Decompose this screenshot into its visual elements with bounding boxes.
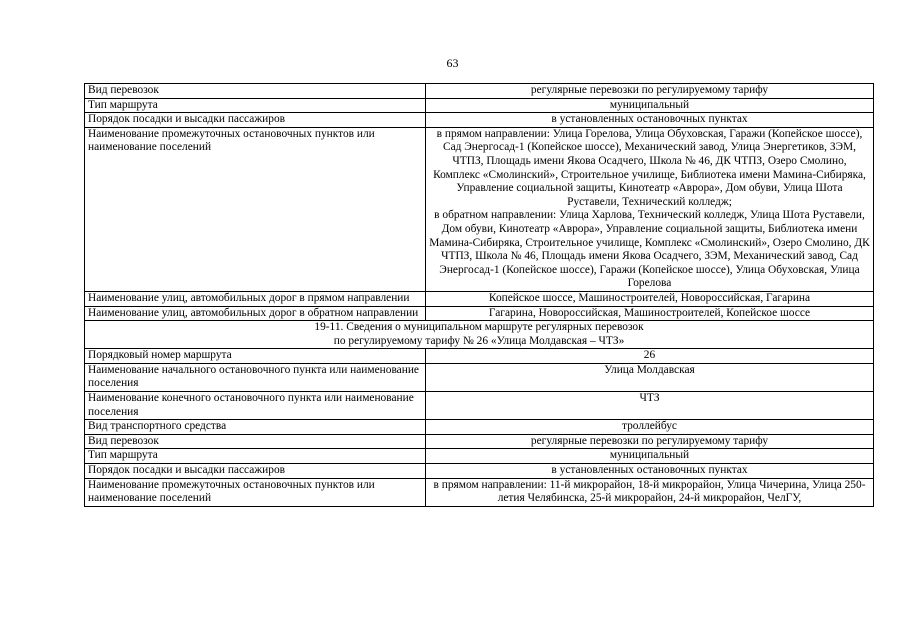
table-row (85, 434, 874, 449)
row-label: Вид перевозок (85, 434, 426, 449)
row-label: Тип маршрута (85, 449, 426, 464)
table-row (85, 98, 874, 113)
row-label: Порядок посадки и высадки пассажиров (85, 464, 426, 479)
row-value: в установленных остановочных пунктах (426, 464, 874, 479)
section-title-line-2: по регулируемому тарифу № 26 «Улица Молдавская – ЧТЗ» (333, 334, 625, 347)
row-value: в прямом направлении: 11-й микрорайон, 18-й микрорайон, Улица Чичерина, Улица 250-летия Челябинска, 25-й микрорайон, 24-й микрорайон, ЧелГУ, (426, 478, 874, 506)
table-row (85, 392, 874, 420)
section-header-row (85, 321, 874, 349)
table-row (85, 363, 874, 391)
row-value: Копейское шоссе, Машиностроителей, Новороссийская, Гагарина (426, 291, 874, 306)
table-row (85, 291, 874, 306)
table-row (85, 349, 874, 364)
table-row (85, 478, 874, 506)
row-value (426, 127, 874, 291)
section-header (85, 321, 874, 349)
row-value: 26 (426, 349, 874, 364)
table-row (85, 113, 874, 128)
table-row (85, 449, 874, 464)
row-label: Порядковый номер маршрута (85, 349, 426, 364)
row-label: Наименование улиц, автомобильных дорог в обратном направлении (85, 306, 426, 321)
row-label: Вид перевозок (85, 84, 426, 99)
row-value: Улица Молдавская (426, 363, 874, 391)
section-title-line-1: 19-11. Сведения о муниципальном маршруте регулярных перевозок (314, 321, 644, 334)
row-label: Наименование начального остановочного пункта или наименование поселения (85, 363, 426, 391)
table-row (85, 464, 874, 479)
page-number: 63 (446, 56, 459, 70)
stops-forward: в прямом направлении: Улица Горелова, Улица Обуховская, Гаражи (Копейское шоссе), Сад Энергосад-1 (Копейское шоссе), Механический завод, Улица Энергетиков, ЗЭМ, ЧТПЗ, Площадь имени Якова Осадчего, Школа № 46, ДК ЧТПЗ, Озеро Смолино, Комплекс «Смолинский», Строительное училище, Библиотека имени Мамина-Сибиряка, Управление социальной защиты, Кинотеатр «Аврора», Дом обуви, Улица Шота Руставели, Технический колледж; (433, 127, 866, 208)
table-row (85, 420, 874, 435)
row-value: Гагарина, Новороссийская, Машиностроителей, Копейское шоссе (426, 306, 874, 321)
row-value: муниципальный (426, 449, 874, 464)
row-value: ЧТЗ (426, 392, 874, 420)
row-label: Наименование промежуточных остановочных пунктов или наименование поселений (85, 478, 426, 506)
row-label: Наименование улиц, автомобильных дорог в прямом направлении (85, 291, 426, 306)
row-label: Порядок посадки и высадки пассажиров (85, 113, 426, 128)
row-value: в установленных остановочных пунктах (426, 113, 874, 128)
table-row (85, 306, 874, 321)
row-value: муниципальный (426, 98, 874, 113)
row-label: Наименование промежуточных остановочных пунктов или наименование поселений (85, 127, 426, 291)
route-info-table (84, 83, 874, 507)
stops-backward: в обратном направлении: Улица Харлова, Технический колледж, Улица Шота Руставели, Дом обуви, Кинотеатр «Аврора», Управление социальной защиты, Библиотека имени Мамина-Сибиряка, Строительное училище, Комплекс «Смолинский», Озеро Смолино, ДК ЧТПЗ, Школа № 46, Площадь имени Якова Осадчего, ЗЭМ, Механический завод, Сад Энергосад-1 (Копейское шоссе), Гаражи (Копейское шоссе), Улица Обуховская, Улица Горелова (429, 209, 870, 290)
table-row (85, 84, 874, 99)
row-value: регулярные перевозки по регулируемому тарифу (426, 84, 874, 99)
row-label: Тип маршрута (85, 98, 426, 113)
row-value: троллейбус (426, 420, 874, 435)
row-label: Вид транспортного средства (85, 420, 426, 435)
row-value: регулярные перевозки по регулируемому тарифу (426, 434, 874, 449)
table-row (85, 127, 874, 291)
row-label: Наименование конечного остановочного пункта или наименование поселения (85, 392, 426, 420)
